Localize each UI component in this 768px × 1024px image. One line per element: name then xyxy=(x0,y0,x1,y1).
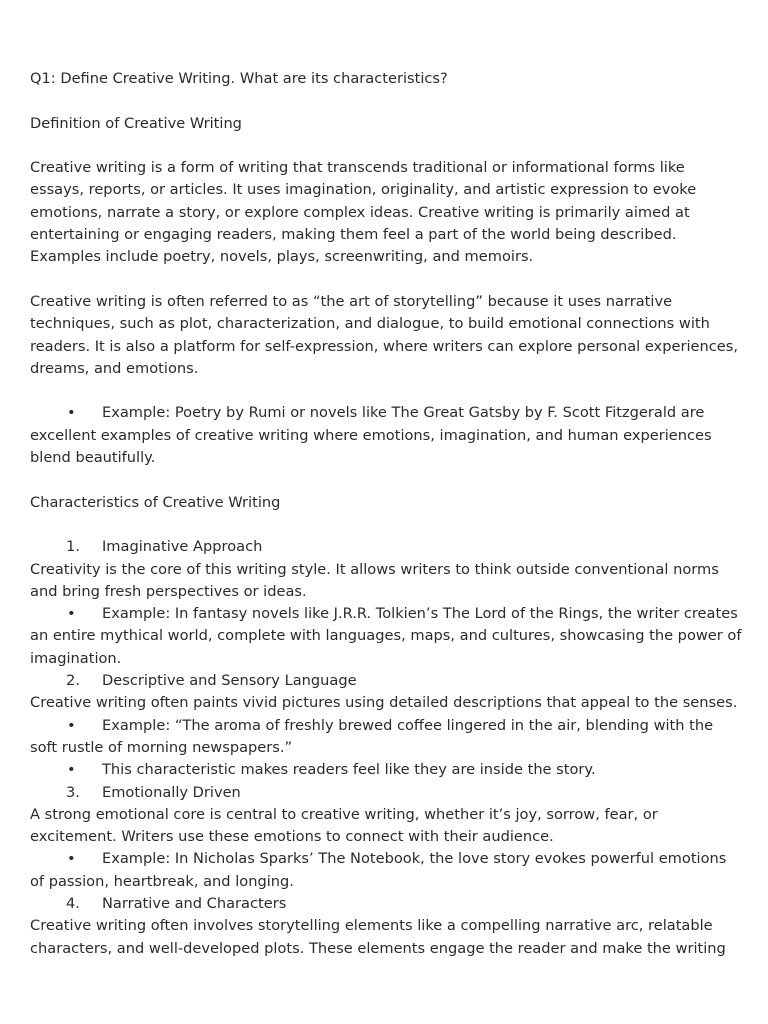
list-item-body: A strong emotional core is central to creative writing, whether it’s joy, sorrow, fear, or excitement. Writers use these emotions to connect with their audience. xyxy=(30,805,658,846)
spacer xyxy=(30,90,742,112)
list-title: Emotionally Driven xyxy=(102,783,241,801)
list-item-title xyxy=(30,670,742,692)
spacer xyxy=(30,380,742,402)
definition-heading: Definition of Creative Writing xyxy=(30,114,242,132)
list-item-body: Creative writing often involves storytelling elements like a compelling narrative arc, relatable characters, and well-developed plots. These elements engage the reader and make the writing xyxy=(30,917,726,957)
bullet-text: Example: “The aroma of freshly brewed coffee lingered in the air, blending with the soft rustle of morning newspapers.” xyxy=(30,716,714,756)
list-item-body: Creativity is the core of this writing style. It allows writers to think outside conventional norms and bring fresh perspectives or ideas. xyxy=(30,560,719,600)
list-item-body: Creative writing often paints vivid pictures using detailed descriptions that appeal to the senses. xyxy=(30,694,738,712)
bullet-marker: • xyxy=(67,716,76,734)
list-title: Descriptive and Sensory Language xyxy=(102,672,357,690)
bullet-item xyxy=(30,603,742,670)
list-item-title xyxy=(30,893,742,915)
list-title: Imaginative Approach xyxy=(102,538,263,556)
list-number: 1. xyxy=(66,538,80,556)
question-heading: Q1: Define Creative Writing. What are its characteristics? xyxy=(30,70,448,87)
list-number: 2. xyxy=(66,672,80,690)
spacer xyxy=(30,514,742,536)
document-body xyxy=(30,68,742,960)
bullet-text: Example: In Nicholas Sparks’ The Notebook, the love story evokes powerful emotions of passion, heartbreak, and longing. xyxy=(30,850,727,890)
bullet-text: Example: Poetry by Rumi or novels like The Great Gatsby by F. Scott Fitzgerald are excellent examples of creative writing where emotions, imagination, and human experiences blend beautifully. xyxy=(30,404,712,467)
spacer xyxy=(30,135,742,157)
definition-paragraph: Creative writing is often referred to as “the art of storytelling” because it uses narrative techniques, such as plot, characterization, and dialogue, to build emotional connections with readers. It is also a platform for self-expression, where writers can explore personal experiences, dreams, and emotions. xyxy=(30,292,738,377)
bullet-item xyxy=(30,759,742,781)
spacer xyxy=(30,469,742,491)
bullet-marker: • xyxy=(67,761,76,779)
list-item-title xyxy=(30,536,742,558)
bullet-item xyxy=(30,848,742,893)
list-item-title xyxy=(30,782,742,804)
spacer xyxy=(30,269,742,291)
bullet-marker: • xyxy=(67,404,76,422)
list-title: Narrative and Characters xyxy=(102,894,287,912)
list-number: 3. xyxy=(66,783,80,801)
bullet-item xyxy=(30,402,742,469)
bullet-marker: • xyxy=(67,850,76,868)
bullet-text: Example: In fantasy novels like J.R.R. Tolkien’s The Lord of the Rings, the writer creates an entire mythical world, complete with languages, maps, and cultures, showcasing the power of imagination. xyxy=(30,605,742,667)
bullet-text: This characteristic makes readers feel like they are inside the story. xyxy=(102,761,596,779)
bullet-marker: • xyxy=(67,605,76,623)
definition-paragraph: Creative writing is a form of writing that transcends traditional or informational forms like essays, reports, or articles. It uses imagination, originality, and artistic expression to evoke emotions, narrate a story, or explore complex ideas. Creative writing is primarily aimed at entertaining or engaging readers, making them feel a part of the world being described. Examples include poetry, novels, plays, screenwriting, and memoirs. xyxy=(30,159,697,266)
bullet-item xyxy=(30,715,742,760)
list-number: 4. xyxy=(66,894,80,912)
characteristics-heading: Characteristics of Creative Writing xyxy=(30,493,281,511)
